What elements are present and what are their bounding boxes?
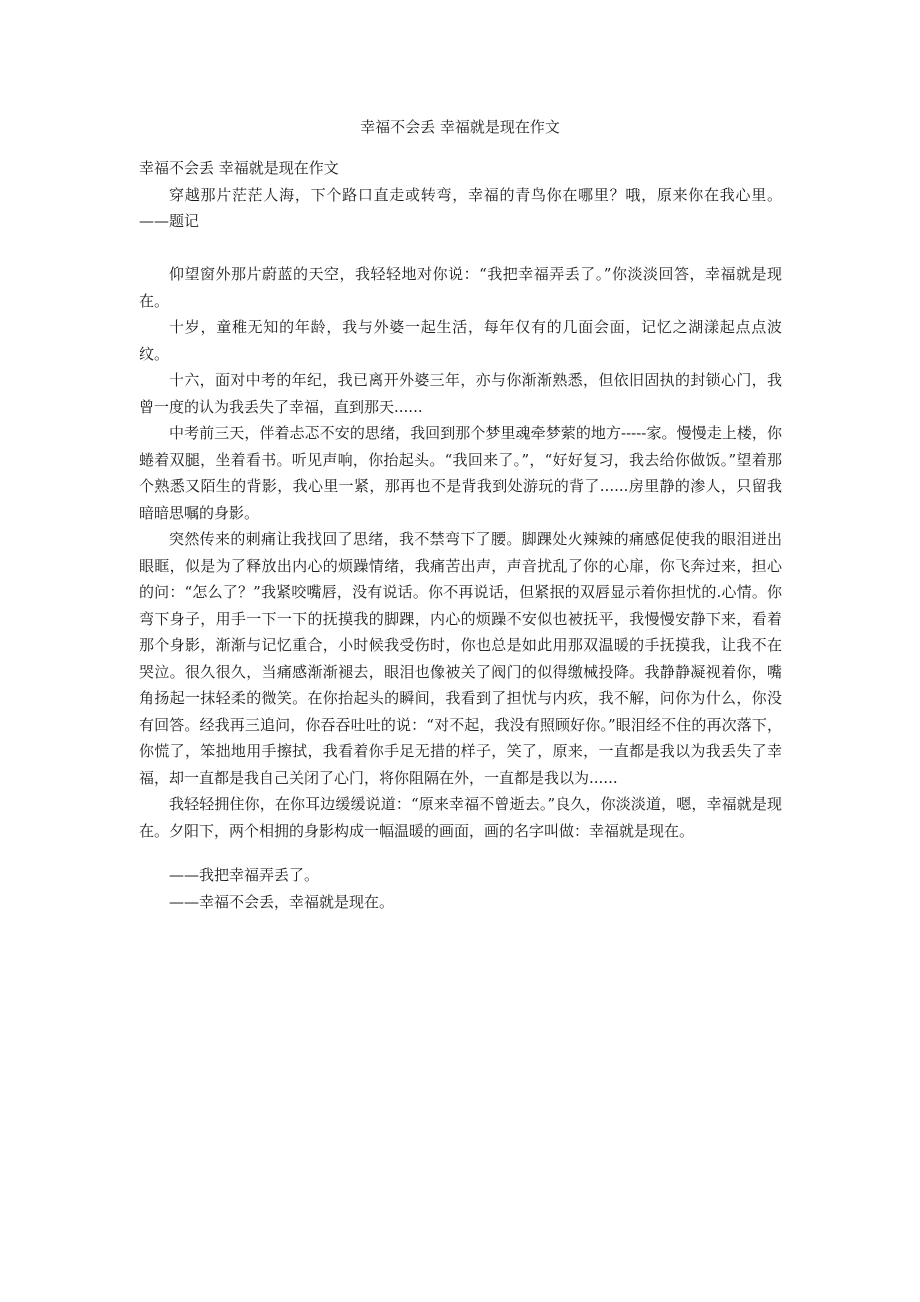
paragraph: 突然传来的刺痛让我找回了思绪，我不禁弯下了腰。脚踝处火辣辣的痛感促使我的眼泪迸出眼眶，似是为了释放出内心的烦躁情绪，我痛苦出声，声音扰乱了你的心扉，你飞奔过来，担心的问：“怎么了？”我紧咬嘴唇，没有说话。你不再说话，但紧抿的双唇显示着你担忧的.心情。你弯下身子，用手一下一下的抚摸我的脚踝，内心的烦躁不安似也被抚平，我慢慢安静下来，看着那个身影，渐渐与记忆重合，小时候我受伤时，你也总是如此用那双温暖的手抚摸我，让我不在哭泣。很久很久，当痛感渐渐褪去，眼泪也像被关了阀门的似得缴械投降。我静静凝视着你，嘴角扬起一抹轻柔的微笑。在你抬起头的瞬间，我看到了担忧与内疚，我不解，问你为什么，你没有回答。经我再三追问，你吞吞吐吐的说：“对不起，我没有照顾好你。”眼泪经不住的再次落下，你慌了，笨拙地用手擦拭，我看着你手足无措的样子，笑了，原来，一直都是我以为我丢失了幸福，却一直都是我自己关闭了心门，将你阻隔在外，一直都是我以为...... bbox=[139, 530, 782, 787]
paragraph: 我轻轻拥住你，在你耳边缓缓说道：“原来幸福不曾逝去。”良久，你淡淡道，嗯，幸福就是现在。夕阳下，两个相拥的身影构成一幅温暖的画面，画的名字叫做：幸福就是现在。 bbox=[139, 795, 782, 840]
document-subtitle: 幸福不会丢 幸福就是现在作文 bbox=[139, 159, 339, 177]
paragraph: 仰望窗外那片蔚蓝的天空，我轻轻地对你说：“我把幸福弄丢了。”你淡淡回答，幸福就是现在。 bbox=[139, 265, 782, 310]
paragraph: 十岁，童稚无知的年龄，我与外婆一起生活，每年仅有的几面会面，记忆之湖漾起点点波纹。 bbox=[139, 318, 782, 363]
closing-line: ——我把幸福弄丢了。 bbox=[169, 866, 320, 884]
paragraph: 中考前三天，伴着忐忑不安的思绪，我回到那个梦里魂牵梦萦的地方-----家。慢慢走上楼，你蜷着双腿，坐着看书。听见声响，你抬起头。“我回来了。”，“好好复习，我去给你做饭。”望着那个熟悉又陌生的背影，我心里一紧，那再也不是背我到处游玩的背了......房里静的渗人，只留我暗暗思嘱的身影。 bbox=[139, 424, 782, 522]
closing-line: ——幸福不会丢，幸福就是现在。 bbox=[169, 892, 395, 911]
paragraph-spacer bbox=[139, 235, 782, 262]
paragraph: 十六，面对中考的年纪，我已离开外婆三年，亦与你渐渐熟悉，但依旧固执的封锁心门，我曾一度的认为我丢失了幸福，直到那天...... bbox=[139, 371, 782, 416]
document-title: 幸福不会丢 幸福就是现在作文 bbox=[360, 118, 560, 136]
paragraph-spacer bbox=[139, 844, 782, 862]
paragraph-epigraph: 穿越那片茫茫人海，下个路口直走或转弯，幸福的青鸟你在哪里？哦，原来你在我心里。——题记 bbox=[139, 185, 782, 230]
document-body bbox=[139, 155, 782, 915]
